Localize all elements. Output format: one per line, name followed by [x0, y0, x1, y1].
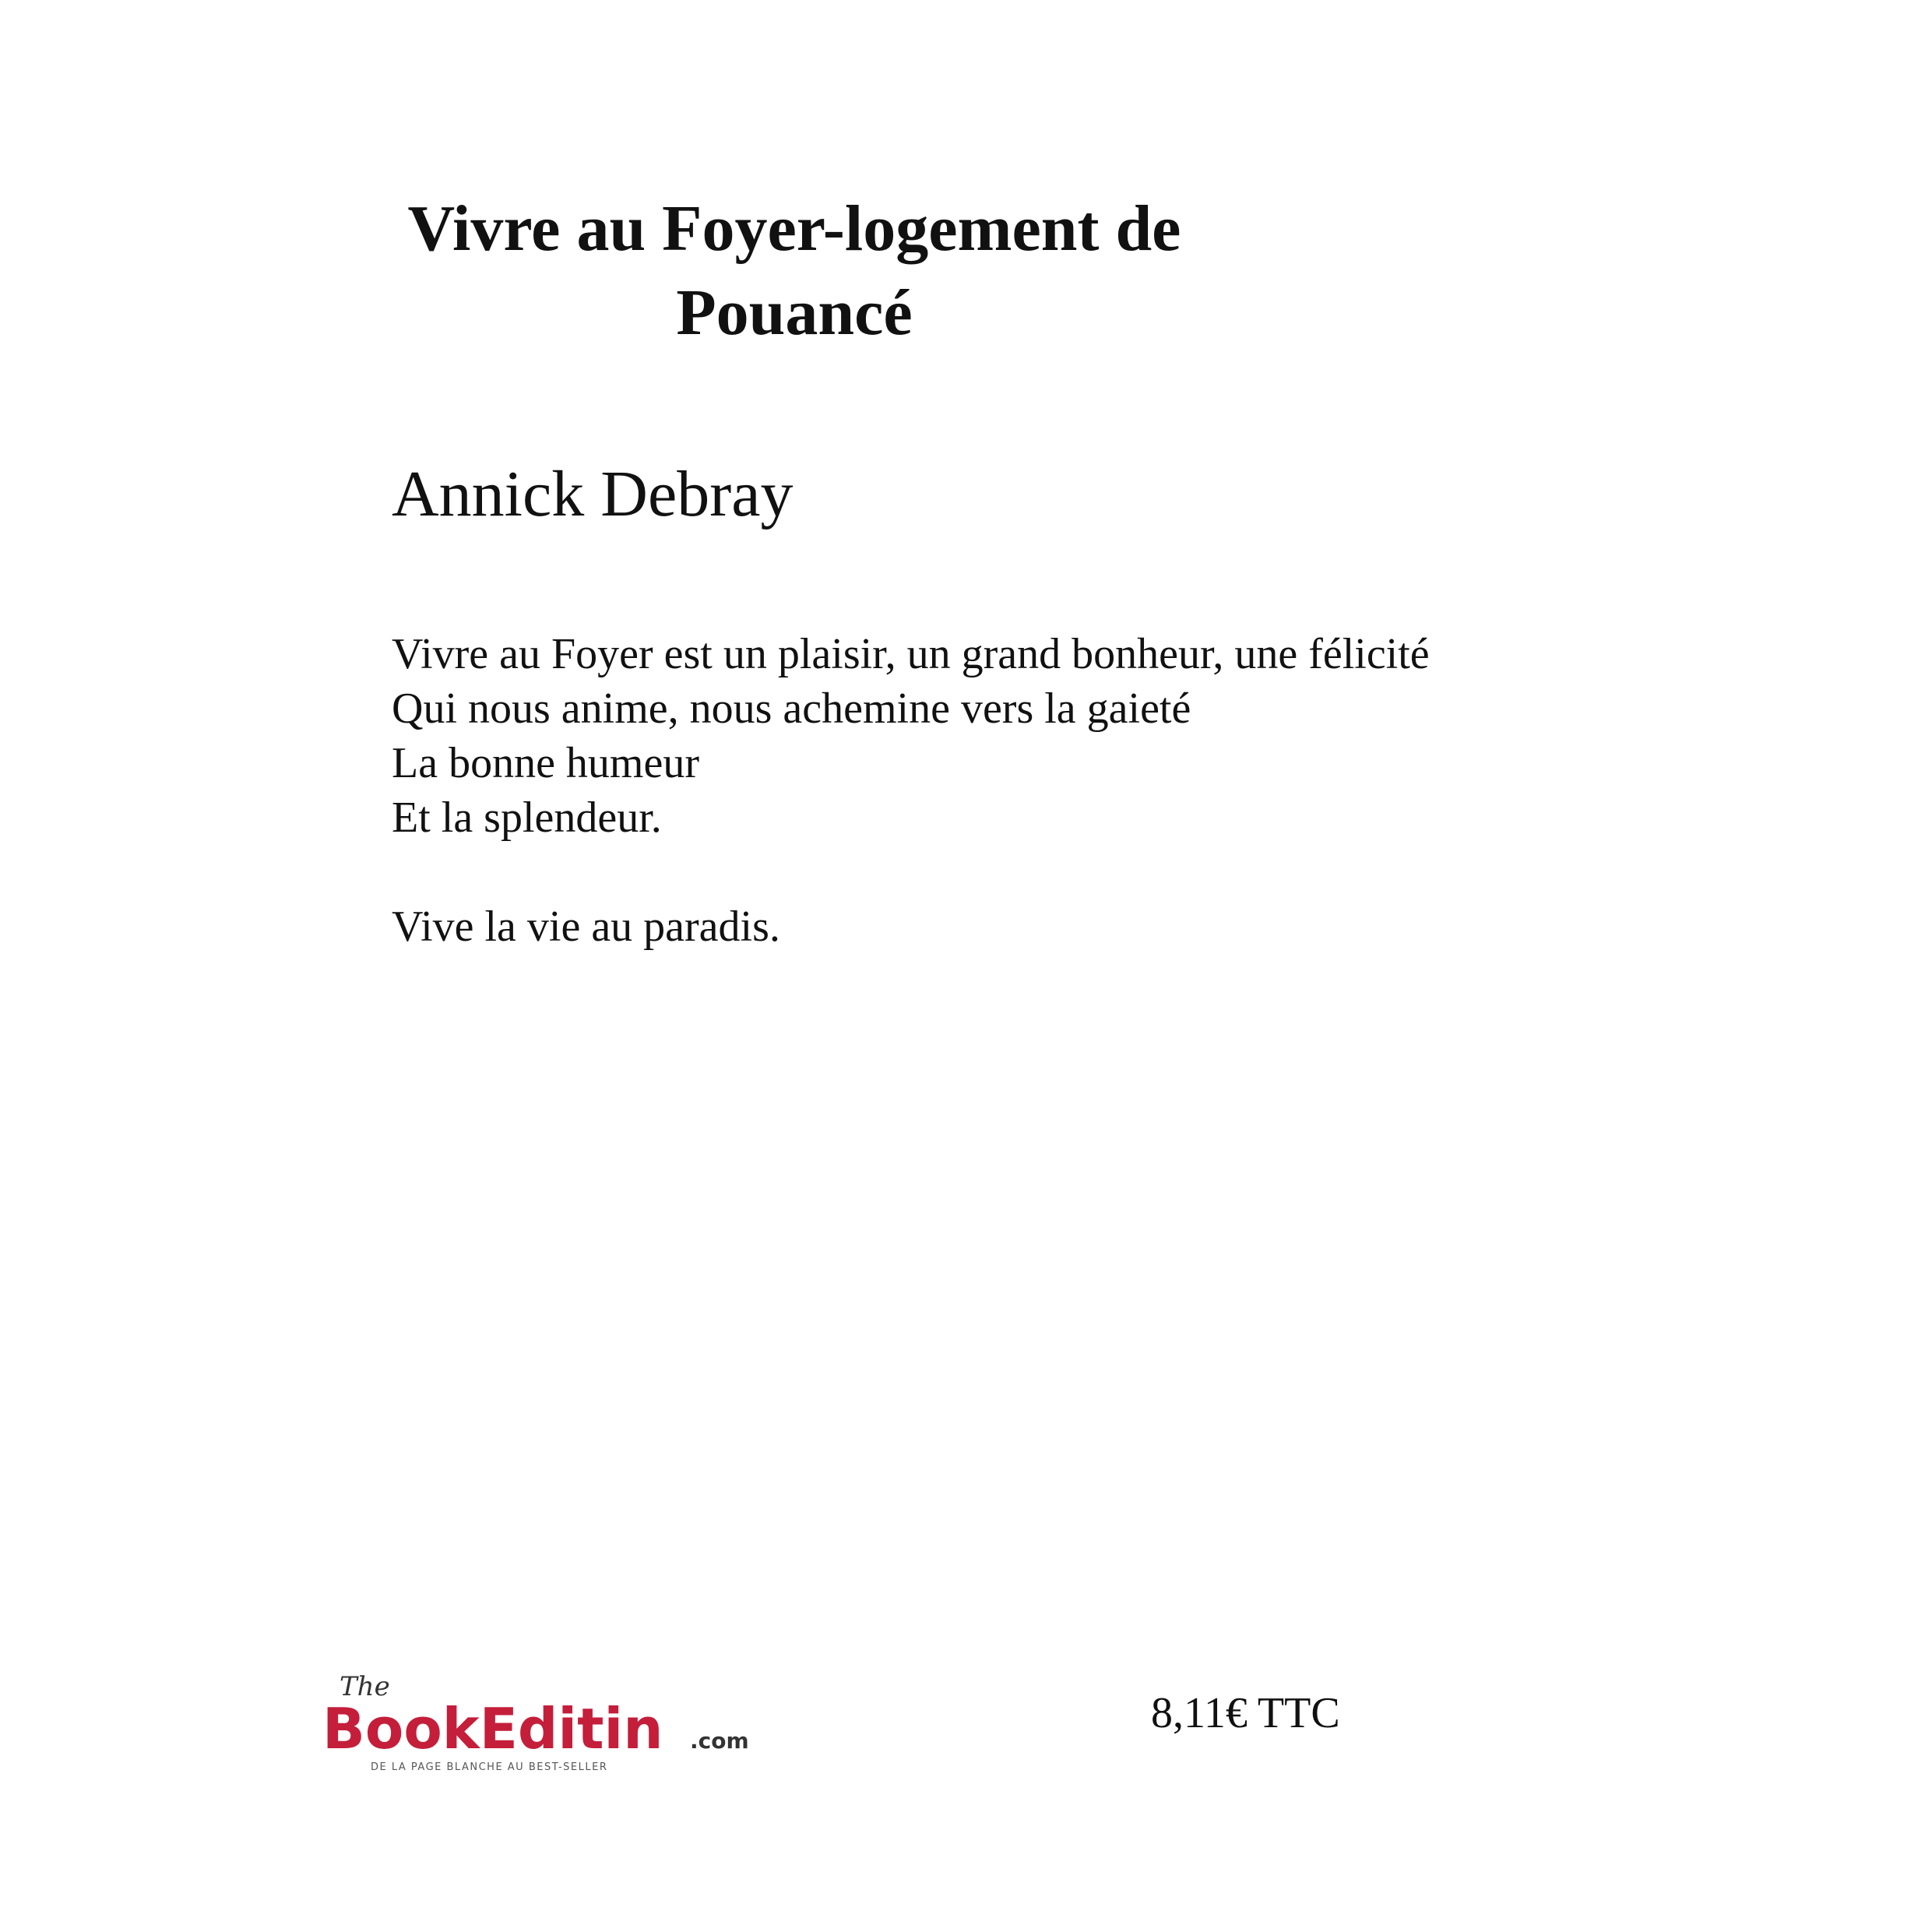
poem-line: La bonne humeur — [392, 739, 699, 787]
logo-name-part-2: n — [623, 1696, 663, 1761]
price: 8,11€ TTC — [1151, 1689, 1340, 1737]
author-name: Annick Debray — [392, 458, 794, 530]
book-title — [327, 187, 1262, 355]
logo-small-text: The — [340, 1671, 390, 1702]
poem-line: Vive la vie au paradis. — [392, 903, 780, 951]
poem-line: Et la splendeur. — [392, 794, 662, 842]
publisher-logo — [318, 1663, 777, 1779]
logo-name-part-1: BookEditi — [322, 1696, 624, 1761]
logo-domain: .com — [690, 1728, 749, 1754]
stanza-break — [392, 845, 1430, 899]
logo-tagline: DE LA PAGE BLANCHE AU BEST-SELLER — [371, 1761, 608, 1773]
poem-line: Vivre au Foyer est un plaisir, un grand bonheur, une félicité — [392, 630, 1430, 678]
poem-line: Qui nous anime, nous achemine vers la gaieté — [392, 684, 1191, 733]
logo-wordmark — [322, 1696, 663, 1761]
title-line-1: Vivre au Foyer-logement de — [407, 192, 1181, 265]
poem-excerpt — [392, 627, 1430, 954]
title-line-2: Pouancé — [676, 276, 913, 349]
